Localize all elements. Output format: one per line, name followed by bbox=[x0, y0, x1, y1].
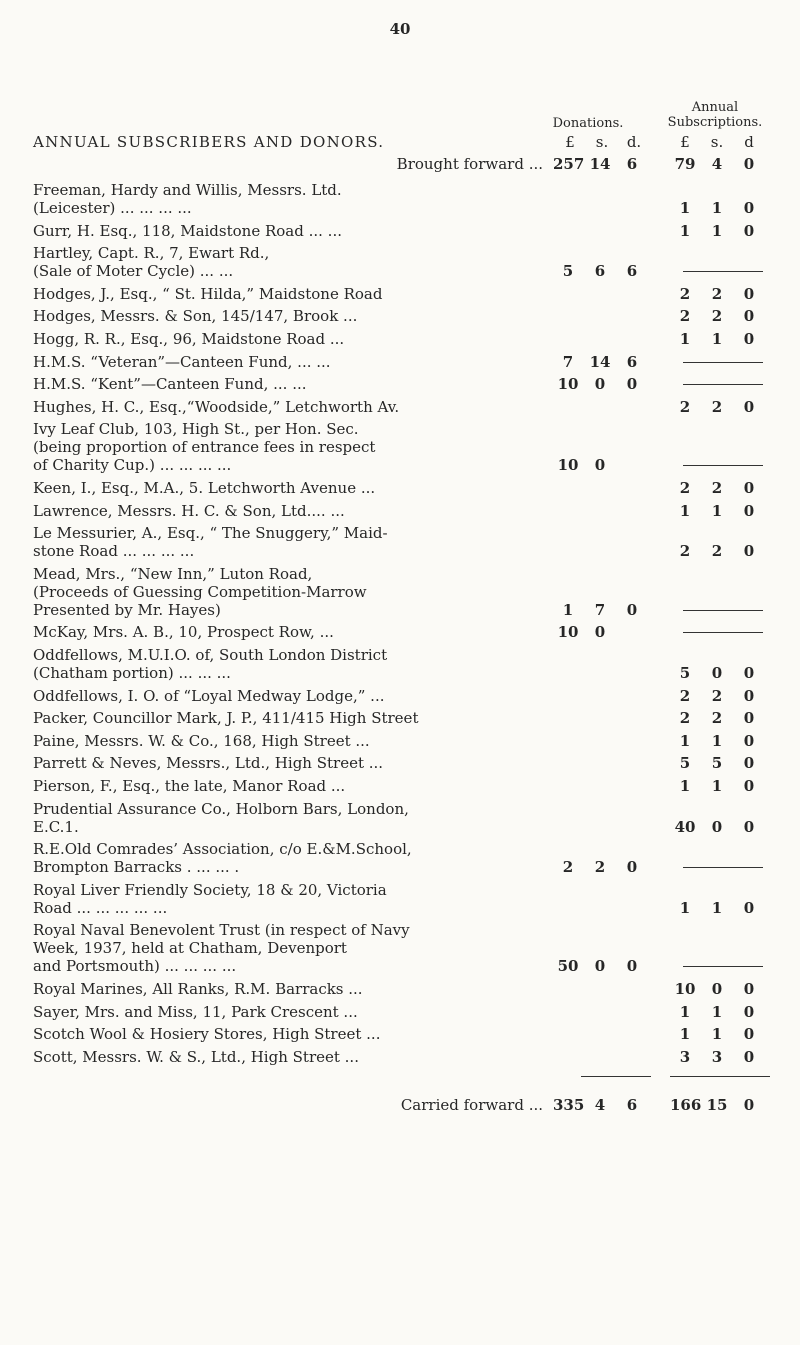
pounds-value: 257 bbox=[553, 155, 585, 173]
unit-pence: d. bbox=[626, 133, 642, 151]
pounds-value: 1 bbox=[679, 731, 691, 750]
shillings-value: 4 bbox=[711, 155, 723, 173]
shillings-value: 3 bbox=[711, 1047, 723, 1066]
entry-name: Oddfellows, M.U.I.O. of, South London District (Chatham portion) ... ... ... bbox=[33, 646, 388, 682]
shillings-value: 1 bbox=[711, 1002, 723, 1021]
empty-annual-dash bbox=[683, 610, 763, 611]
pence-value: 0 bbox=[743, 221, 755, 240]
shillings-value: 14 bbox=[589, 155, 611, 173]
pounds-value: 5 bbox=[562, 262, 574, 281]
pence-value: 0 bbox=[743, 731, 755, 750]
pounds-value: 10 bbox=[557, 375, 579, 394]
pence-value: 0 bbox=[626, 957, 638, 976]
pounds-value: 10 bbox=[557, 623, 579, 642]
shillings-value: 2 bbox=[711, 397, 723, 416]
pounds-value: 2 bbox=[679, 542, 691, 561]
ledger-row bbox=[33, 565, 793, 619]
pence-value: 0 bbox=[743, 307, 755, 326]
entry-name: Prudential Assurance Co., Holborn Bars, London, E.C.1. bbox=[33, 799, 409, 836]
ledger-row bbox=[33, 244, 793, 280]
pounds-value: 1 bbox=[679, 199, 691, 217]
pounds-value: 5 bbox=[679, 754, 691, 773]
shillings-value: 2 bbox=[711, 709, 723, 728]
entry-name: Royal Naval Benevolent Trust (in respect of Navy Week, 1937, held at Chatham, Devenport and Portsmouth) ... ... ... ... bbox=[33, 921, 410, 976]
shillings-value: 1 bbox=[711, 501, 723, 520]
ledger-row bbox=[33, 330, 793, 348]
ledger-row bbox=[33, 1003, 793, 1021]
total-rule bbox=[670, 1076, 770, 1077]
pounds-value: 1 bbox=[679, 898, 691, 917]
shillings-value: 14 bbox=[589, 352, 611, 371]
pounds-value: 3 bbox=[679, 1047, 691, 1066]
pence-value: 0 bbox=[743, 664, 755, 682]
pence-value: 0 bbox=[743, 330, 755, 348]
shillings-value: 1 bbox=[711, 221, 723, 240]
ledger-row bbox=[33, 1048, 793, 1066]
entry-name: H.M.S. “Veteran”—Canteen Fund, ... ... bbox=[33, 352, 331, 371]
ledger-row bbox=[33, 800, 793, 836]
ledger-row bbox=[33, 709, 793, 727]
entry-name: H.M.S. “Kent”—Canteen Fund, ... ... bbox=[33, 375, 307, 394]
ledger-row bbox=[33, 840, 793, 876]
shillings-value: 7 bbox=[594, 600, 606, 619]
page-number: 40 bbox=[389, 20, 411, 38]
empty-annual-dash bbox=[683, 465, 763, 466]
unit-pence: d bbox=[744, 133, 754, 151]
shillings-value: 1 bbox=[711, 1025, 723, 1044]
pence-value: 6 bbox=[626, 262, 638, 281]
ledger-row bbox=[33, 881, 793, 917]
pence-value: 0 bbox=[743, 501, 755, 520]
pence-value: 0 bbox=[743, 479, 755, 497]
shillings-value: 1 bbox=[711, 330, 723, 348]
entry-name: Hogg, R. R., Esq., 96, Maidstone Road ... bbox=[33, 330, 345, 348]
empty-annual-dash bbox=[683, 271, 763, 272]
entry-name: Scott, Messrs. W. & S., Ltd., High Street ... bbox=[33, 1047, 359, 1066]
brought-forward-label: Brought forward ... bbox=[396, 155, 543, 173]
pounds-value: 166 bbox=[670, 1096, 702, 1115]
pence-value: 0 bbox=[743, 542, 755, 561]
pounds-value: 2 bbox=[679, 307, 691, 326]
ledger-row bbox=[33, 353, 793, 371]
entry-name: Freeman, Hardy and Willis, Messrs. Ltd. (Leicester) ... ... ... ... bbox=[33, 181, 342, 217]
entry-name: Packer, Councillor Mark, J. P., 411/415 High Street bbox=[33, 709, 419, 728]
pounds-value: 2 bbox=[679, 397, 691, 416]
pence-value: 0 bbox=[743, 754, 755, 773]
ledger-row bbox=[33, 524, 793, 560]
pence-value: 0 bbox=[743, 898, 755, 917]
ledger-row bbox=[33, 479, 793, 497]
shillings-value: 2 bbox=[594, 858, 606, 877]
ledger-row bbox=[33, 623, 793, 641]
ledger-row bbox=[33, 307, 793, 325]
ledger-row bbox=[33, 921, 793, 975]
entry-name: Lawrence, Messrs. H. C. & Son, Ltd.... ... bbox=[33, 501, 345, 520]
pence-value: 0 bbox=[743, 1025, 755, 1044]
pence-value: 0 bbox=[626, 858, 638, 877]
pence-value: 6 bbox=[626, 352, 638, 371]
pounds-value: 10 bbox=[674, 980, 696, 998]
annual-header-line1: Annual bbox=[691, 100, 739, 115]
entry-name: Gurr, H. Esq., 118, Maidstone Road ... ... bbox=[33, 221, 342, 240]
shillings-value: 0 bbox=[711, 980, 723, 998]
ledger-row bbox=[33, 181, 793, 217]
ledger-row bbox=[33, 646, 793, 682]
entry-name: Mead, Mrs., “New Inn,” Luton Road, (Proceeds of Guessing Competition-Marrow Presented by Mr. Hayes) bbox=[33, 564, 367, 619]
entry-name: Sayer, Mrs. and Miss, 11, Park Crescent ... bbox=[33, 1002, 358, 1021]
shillings-value: 2 bbox=[711, 686, 723, 705]
pence-value: 0 bbox=[743, 817, 755, 836]
ledger-row bbox=[33, 1025, 793, 1043]
entry-name: R.E.Old Comrades’ Association, c/o E.&M.School, Brompton Barracks . ... ... . bbox=[33, 840, 412, 877]
entry-name: Ivy Leaf Club, 103, High St., per Hon. Sec. (being proportion of entrance fees in respect of Charity Cup.) ... ... ... ... bbox=[33, 420, 376, 475]
empty-annual-dash bbox=[683, 384, 763, 385]
shillings-value: 0 bbox=[711, 817, 723, 836]
pence-value: 0 bbox=[743, 980, 755, 998]
shillings-value: 1 bbox=[711, 731, 723, 750]
pence-value: 0 bbox=[743, 155, 755, 173]
entry-name: Scotch Wool & Hosiery Stores, High Street ... bbox=[33, 1025, 381, 1044]
shillings-value: 6 bbox=[594, 262, 606, 281]
pounds-value: 50 bbox=[557, 957, 579, 976]
ledger-row bbox=[33, 222, 793, 240]
unit-pounds: £ bbox=[680, 133, 690, 151]
shillings-value: 2 bbox=[711, 479, 723, 497]
pence-value: 0 bbox=[626, 375, 638, 394]
empty-annual-dash bbox=[683, 632, 763, 633]
pence-value: 6 bbox=[626, 1096, 638, 1115]
shillings-value: 1 bbox=[711, 898, 723, 917]
pounds-value: 1 bbox=[679, 1002, 691, 1021]
shillings-value: 4 bbox=[594, 1096, 606, 1115]
entry-name: Hartley, Capt. R., 7, Ewart Rd., (Sale of Moter Cycle) ... ... bbox=[33, 244, 270, 281]
pence-value: 0 bbox=[743, 1002, 755, 1021]
entry-name: Pierson, F., Esq., the late, Manor Road ... bbox=[33, 777, 346, 795]
unit-shillings: s. bbox=[595, 133, 609, 151]
empty-annual-dash bbox=[683, 867, 763, 868]
unit-pounds: £ bbox=[565, 133, 575, 151]
pence-value: 0 bbox=[743, 709, 755, 728]
pounds-value: 79 bbox=[674, 155, 696, 173]
ledger-row bbox=[33, 420, 793, 474]
ledger-row bbox=[33, 687, 793, 705]
shillings-value: 2 bbox=[711, 284, 723, 303]
pounds-value: 1 bbox=[679, 777, 691, 795]
total-rule bbox=[581, 1076, 651, 1077]
entry-name: Keen, I., Esq., M.A., 5. Letchworth Avenue ... bbox=[33, 479, 376, 497]
shillings-value: 0 bbox=[594, 375, 606, 394]
pounds-value: 2 bbox=[679, 686, 691, 705]
shillings-value: 5 bbox=[711, 754, 723, 773]
pounds-value: 2 bbox=[562, 858, 574, 877]
pence-value: 0 bbox=[743, 397, 755, 416]
entry-name: Hodges, Messrs. & Son, 145/147, Brook ... bbox=[33, 307, 358, 326]
ledger-row bbox=[33, 754, 793, 772]
ledger-row bbox=[33, 502, 793, 520]
annual-header-line2: Subscriptions. bbox=[667, 115, 763, 130]
empty-annual-dash bbox=[683, 362, 763, 363]
ledger-row bbox=[33, 980, 793, 998]
pounds-value: 1 bbox=[679, 330, 691, 348]
pounds-value: 5 bbox=[679, 664, 691, 682]
pounds-value: 40 bbox=[674, 817, 696, 836]
shillings-value: 0 bbox=[594, 957, 606, 976]
annual-subscriptions-column-header bbox=[645, 100, 785, 130]
entry-name: Royal Liver Friendly Society, 18 & 20, Victoria Road ... ... ... ... ... bbox=[33, 880, 387, 917]
ledger-row bbox=[33, 375, 793, 393]
pounds-value: 1 bbox=[679, 221, 691, 240]
entry-name: Le Messurier, A., Esq., “ The Snuggery,” Maid- stone Road ... ... ... ... bbox=[33, 524, 388, 561]
pence-value: 0 bbox=[626, 600, 638, 619]
pounds-value: 1 bbox=[679, 1025, 691, 1044]
shillings-value: 1 bbox=[711, 199, 723, 217]
pounds-value: 1 bbox=[679, 501, 691, 520]
entry-name: Paine, Messrs. W. & Co., 168, High Street ... bbox=[33, 731, 370, 750]
pounds-value: 7 bbox=[562, 352, 574, 371]
pounds-value: 10 bbox=[557, 456, 579, 475]
pounds-value: 2 bbox=[679, 479, 691, 497]
shillings-value: 0 bbox=[711, 664, 723, 682]
ledger-row bbox=[33, 732, 793, 750]
pence-value: 0 bbox=[743, 1047, 755, 1066]
pence-value: 0 bbox=[743, 284, 755, 303]
pounds-value: 1 bbox=[562, 600, 574, 619]
unit-shillings: s. bbox=[710, 133, 724, 151]
pounds-value: 335 bbox=[553, 1096, 585, 1115]
entry-name: Oddfellows, I. O. of “Loyal Medway Lodge,” ... bbox=[33, 686, 385, 705]
ledger-row bbox=[33, 398, 793, 416]
entry-name: Royal Marines, All Ranks, R.M. Barracks ... bbox=[33, 980, 363, 998]
shillings-value: 1 bbox=[711, 777, 723, 795]
pence-value: 0 bbox=[743, 199, 755, 217]
shillings-value: 0 bbox=[594, 456, 606, 475]
ledger-row bbox=[33, 777, 793, 795]
section-title: ANNUAL SUBSCRIBERS AND DONORS. bbox=[33, 133, 385, 151]
pence-value: 0 bbox=[743, 686, 755, 705]
empty-annual-dash bbox=[683, 966, 763, 967]
pence-value: 0 bbox=[743, 1096, 755, 1115]
entry-name: McKay, Mrs. A. B., 10, Prospect Row, ... bbox=[33, 623, 334, 642]
shillings-value: 2 bbox=[711, 307, 723, 326]
shillings-value: 2 bbox=[711, 542, 723, 561]
ledger-row bbox=[33, 285, 793, 303]
donations-column-header: Donations. bbox=[552, 116, 624, 131]
pounds-value: 2 bbox=[679, 709, 691, 728]
shillings-value: 15 bbox=[706, 1096, 728, 1115]
carried-forward-label: Carried forward ... bbox=[400, 1096, 543, 1115]
pounds-value: 2 bbox=[679, 284, 691, 303]
pence-value: 6 bbox=[626, 155, 638, 173]
shillings-value: 0 bbox=[594, 623, 606, 642]
entry-name: Hughes, H. C., Esq.,“Woodside,” Letchworth Av. bbox=[33, 397, 400, 416]
entry-name: Hodges, J., Esq., “ St. Hilda,” Maidstone Road bbox=[33, 284, 383, 303]
pence-value: 0 bbox=[743, 777, 755, 795]
entry-name: Parrett & Neves, Messrs., Ltd., High Street ... bbox=[33, 754, 384, 773]
